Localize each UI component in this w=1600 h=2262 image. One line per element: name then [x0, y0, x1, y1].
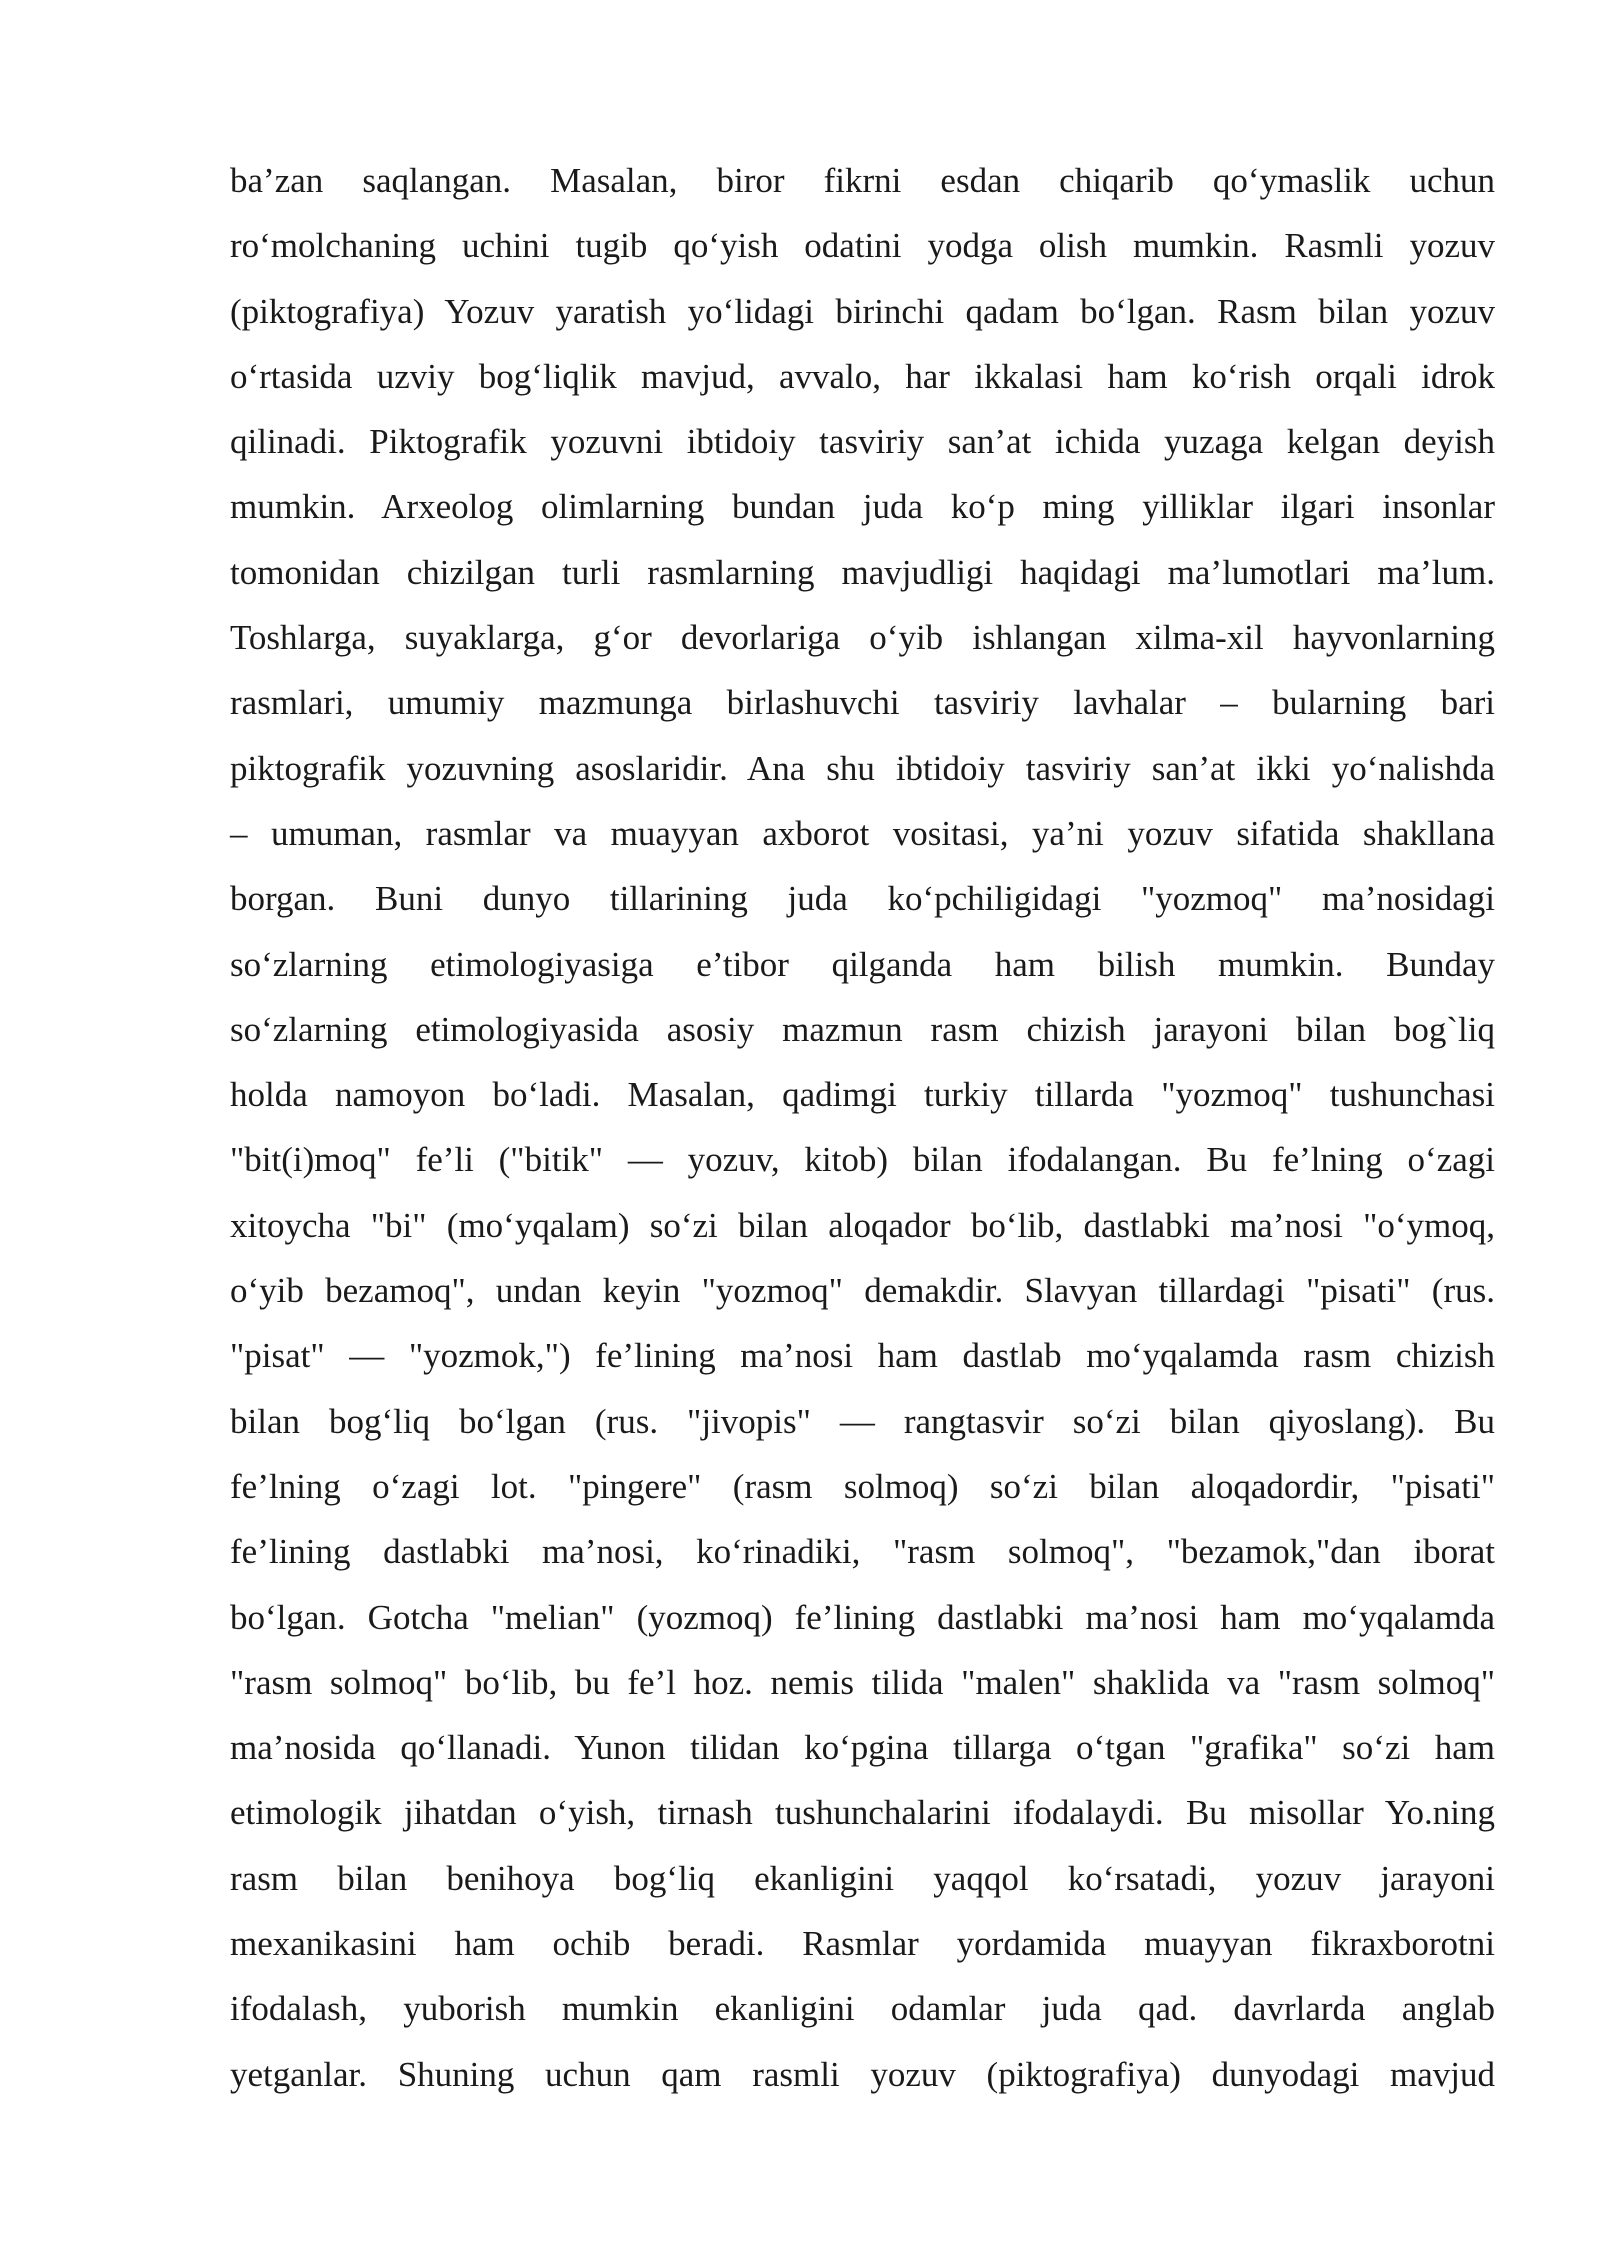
- text-line: ma’nosida qo‘llanadi. Yunon tilidan ko‘pgina tillarga o‘tgan "grafika" so‘zi ham: [230, 1728, 1495, 1768]
- text-line: ro‘molchaning uchini tugib qo‘yish odatini yodga olish mumkin. Rasmli yozuv: [230, 226, 1495, 266]
- text-line: piktografik yozuvning asoslaridir. Ana shu ibtidoiy tasviriy san’at ikki yo‘nalishda: [230, 748, 1495, 788]
- text-line: ifodalash, yuborish mumkin ekanligini odamlar juda qad. davrlarda anglab: [230, 1989, 1495, 2029]
- text-line: mumkin. Arxeolog olimlarning bundan juda ko‘p ming yilliklar ilgari insonlar: [230, 487, 1495, 527]
- text-line: o‘rtasida uzviy bog‘liqlik mavjud, avvalo, har ikkalasi ham ko‘rish orqali idrok: [230, 356, 1495, 396]
- text-line: so‘zlarning etimologiyasiga e’tibor qilganda ham bilish mumkin. Bunday: [230, 944, 1495, 984]
- body-text: [230, 148, 1495, 2107]
- text-line: o‘yib bezamoq", undan keyin "yozmoq" demakdir. Slavyan tillardagi "pisati" (rus.: [230, 1271, 1495, 1311]
- text-line: rasm bilan benihoya bog‘liq ekanligini yaqqol ko‘rsatadi, yozuv jarayoni: [230, 1858, 1495, 1898]
- text-line: – umuman, rasmlar va muayyan axborot vositasi, ya’ni yozuv sifatida shakllana: [230, 813, 1495, 853]
- text-line: "rasm solmoq" bo‘lib, bu fe’l hoz. nemis tilida "malen" shaklida va "rasm solmoq": [230, 1662, 1495, 1702]
- text-line: mexanikasini ham ochib beradi. Rasmlar yordamida muayyan fikraxborotni: [230, 1924, 1495, 1964]
- text-line: borgan. Buni dunyo tillarining juda ko‘pchiligidagi "yozmoq" ma’nosidagi: [230, 879, 1495, 919]
- text-line: (piktografiya) Yozuv yaratish yo‘lidagi birinchi qadam bo‘lgan. Rasm bilan yozuv: [230, 291, 1495, 331]
- text-line: Toshlarga, suyaklarga, g‘or devorlariga o‘yib ishlangan xilma-xil hayvonlarning: [230, 618, 1495, 658]
- text-line: "pisat" — "yozmok,") fe’lining ma’nosi ham dastlab mo‘yqalamda rasm chizish: [230, 1336, 1495, 1376]
- text-line: so‘zlarning etimologiyasida asosiy mazmun rasm chizish jarayoni bilan bog`liq: [230, 1009, 1495, 1049]
- text-line: rasmlari, umumiy mazmunga birlashuvchi tasviriy lavhalar – bularning bari: [230, 683, 1495, 723]
- text-line: fe’lning o‘zagi lot. "pingere" (rasm solmoq) so‘zi bilan aloqadordir, "pisati": [230, 1466, 1495, 1506]
- text-line: bilan bog‘liq bo‘lgan (rus. "jivopis" — rangtasvir so‘zi bilan qiyoslang). Bu: [230, 1401, 1495, 1441]
- text-line: tomonidan chizilgan turli rasmlarning mavjudligi haqidagi ma’lumotlari ma’lum.: [230, 552, 1495, 592]
- text-line: bo‘lgan. Gotcha "melian" (yozmoq) fe’lining dastlabki ma’nosi ham mo‘yqalamda: [230, 1597, 1495, 1637]
- text-line: yetganlar. Shuning uchun qam rasmli yozuv (piktografiya) dunyodagi mavjud: [230, 2054, 1495, 2094]
- text-line: holda namoyon bo‘ladi. Masalan, qadimgi turkiy tillarda "yozmoq" tushunchasi: [230, 1075, 1495, 1115]
- text-line: ba’zan saqlangan. Masalan, biror fikrni esdan chiqarib qo‘ymaslik uchun: [230, 161, 1495, 200]
- text-line: "bit(i)moq" fe’li ("bitik" — yozuv, kitob) bilan ifodalangan. Bu fe’lning o‘zagi: [230, 1140, 1495, 1180]
- text-line: qilinadi. Piktografik yozuvni ibtidoiy tasviriy san’at ichida yuzaga kelgan deyish: [230, 422, 1495, 462]
- text-line: etimologik jihatdan o‘yish, tirnash tushunchalarini ifodalaydi. Bu misollar Yo.ning: [230, 1793, 1495, 1833]
- text-line: xitoycha "bi" (mo‘yqalam) so‘zi bilan aloqador bo‘lib, dastlabki ma’nosi "o‘ymoq,: [230, 1205, 1495, 1245]
- text-line: fe’lining dastlabki ma’nosi, ko‘rinadiki, "rasm solmoq", "bezamok,"dan iborat: [230, 1532, 1495, 1572]
